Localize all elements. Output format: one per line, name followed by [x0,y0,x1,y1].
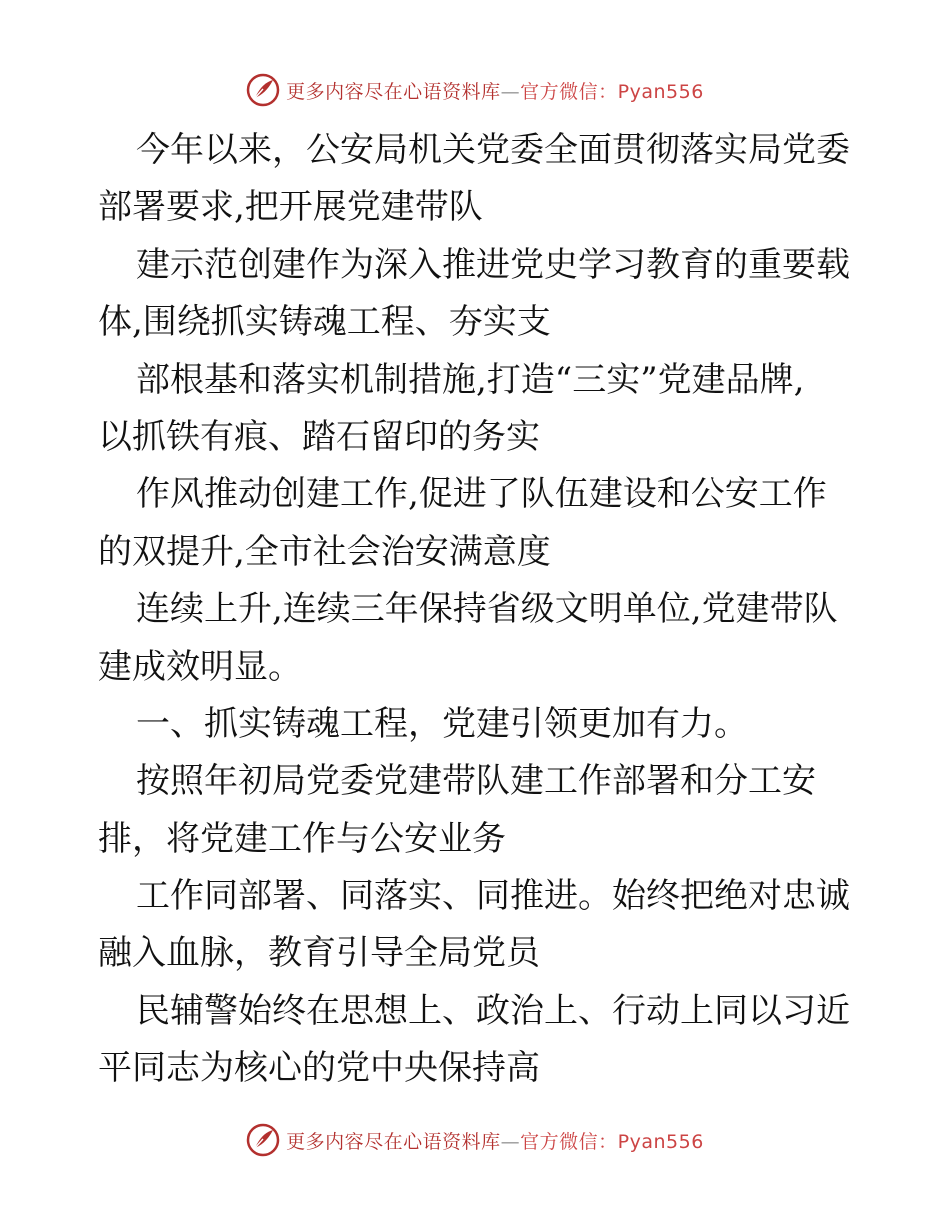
banner-title: 更多内容尽在心语资料库 [286,80,501,103]
banner-wechat: 官方微信：Pyan556 [520,1130,704,1153]
paragraph-line: 的双提升,全市社会治安满意度 [98,531,551,572]
paragraph-line: 排，将党建工作与公安业务 [98,818,506,859]
banner-title: 更多内容尽在心语资料库 [286,1130,501,1153]
paragraph-line: 民辅警始终在思想上、政治上、行动上同以习近 [136,990,850,1031]
banner-text [286,77,704,104]
document-body [98,122,858,1098]
banner-separator: — [500,1130,521,1153]
feather-pen-logo-icon [246,73,280,107]
paragraph-line: 融入血脉，教育引导全局党员 [98,933,540,974]
paragraph-line: 连续上升,连续三年保持省级文明单位,党建带队 [136,589,838,630]
banner-separator: — [500,80,521,103]
paragraph-line: 作风推动创建工作,促进了队伍建设和公安工作 [136,474,827,515]
paragraph-line: 建示范创建作为深入推进党史学习教育的重要载 [136,244,850,285]
footer-watermark-banner [0,1120,950,1160]
paragraph-line: 部署要求,把开展党建带队 [98,187,483,228]
section-heading: 一、抓实铸魂工程，党建引领更加有力。 [136,703,748,744]
paragraph-line: 平同志为核心的党中央保持高 [98,1048,540,1089]
feather-pen-logo-icon [246,1123,280,1157]
paragraph-line: 体,围绕抓实铸魂工程、夯实支 [98,302,551,343]
banner-wechat: 官方微信：Pyan556 [520,80,704,103]
paragraph-line: 按照年初局党委党建带队建工作部署和分工安 [136,761,816,802]
header-watermark-banner [0,70,950,110]
paragraph-line: 以抓铁有痕、踏石留印的务实 [98,416,540,457]
paragraph-line: 建成效明显。 [98,646,302,687]
paragraph-line: 部根基和落实机制措施,打造“三实”党建品牌, [136,359,805,400]
paragraph-line: 今年以来，公安局机关党委全面贯彻落实局党委 [136,130,850,170]
banner-text [286,1127,704,1154]
paragraph-line: 工作同部署、同落实、同推进。始终把绝对忠诚 [136,876,850,917]
